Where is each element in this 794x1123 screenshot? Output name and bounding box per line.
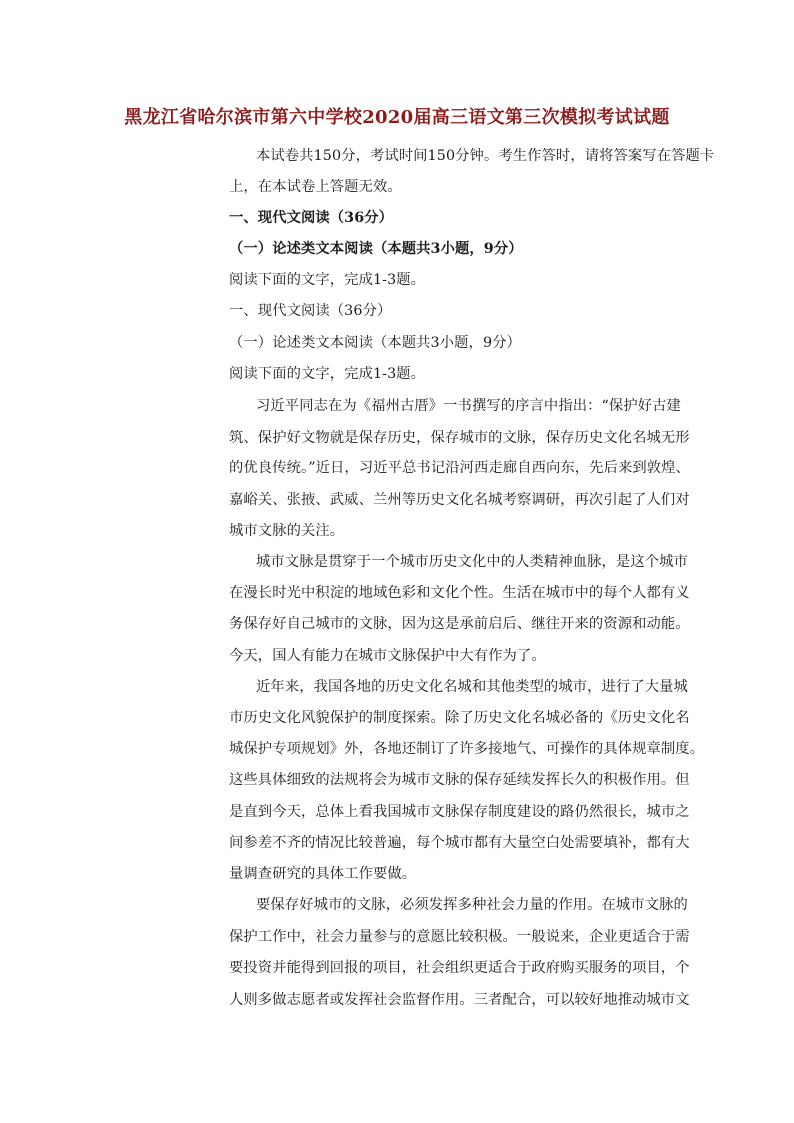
paragraph-line: 在漫长时光中积淀的地域色彩和文化个性。生活在城市中的每个人都有义: [229, 585, 690, 601]
paragraph-line: 本试卷共150分，考试时间150分钟。考生作答时，请将答案写在答题卡: [256, 148, 715, 164]
subsection-heading-plain: （一）论述类文本阅读（本题共3小题，9分）: [229, 335, 521, 351]
paragraph-line: 近年来，我国各地的历史文化名城和其他类型的城市，进行了大量城: [256, 679, 688, 695]
paragraph-line: 今天，国人有能力在城市文脉保护中大有作为了。: [229, 648, 546, 664]
section-heading-plain: 一、现代文阅读（36分）: [229, 303, 392, 319]
paragraph-line: 人则多做志愿者或发挥社会监督作用。三者配合，可以较好地推动城市文: [229, 992, 690, 1008]
paragraph-line: 城市文脉的关注。: [229, 523, 345, 539]
paragraph-line: 要保存好城市的文脉，必须发挥多种社会力量的作用。在城市文脉的: [256, 897, 688, 913]
paragraph-line: 城保护专项规划》外，各地还制订了许多接地气、可操作的具体规章制度。: [229, 741, 705, 757]
paragraph-line: 城市文脉是贯穿于一个城市历史文化中的人类精神血脉，是这个城市: [256, 554, 688, 570]
paragraph-line: 筑、保护好文物就是保存历史，保存城市的文脉，保存历史文化名城无形: [229, 430, 690, 446]
section-heading: 一、现代文阅读（36分）: [229, 210, 394, 226]
paragraph-line: 要投资并能得到回报的项目，社会组织更适合于政府购买服务的项目，个: [229, 960, 690, 976]
paragraph-line: 间参差不齐的情况比较普遍，每个城市都有大量空白处需要填补，都有大: [229, 835, 690, 851]
paragraph-line: 这些具体细致的法规将会为城市文脉的保存延续发挥长久的积极作用。但: [229, 772, 690, 788]
instruction-line: 阅读下面的文字，完成1-3题。: [229, 272, 426, 288]
paragraph-line: 是直到今天，总体上看我国城市文脉保存制度建设的路仍然很长，城市之: [229, 804, 690, 820]
instruction-line: 阅读下面的文字，完成1-3题。: [229, 366, 426, 382]
paragraph-line: 嘉峪关、张掖、武威、兰州等历史文化名城考察调研，再次引起了人们对: [229, 492, 690, 508]
paragraph-line: 习近平同志在为《福州古厝》一书撰写的序言中指出：“保护好古建: [256, 398, 681, 414]
document-title: 黑龙江省哈尔滨市第六中学校2020届高三语文第三次模拟考试试题: [124, 107, 670, 128]
paragraph-line: 务保存好自己城市的文脉，因为这是承前启后、继往开来的资源和动能。: [229, 616, 690, 632]
paragraph-line: 量调查研究的具体工作要做。: [229, 866, 417, 882]
subsection-heading: （一）论述类文本阅读（本题共3小题，9分）: [229, 241, 523, 257]
paragraph-line: 市历史文化风貌保护的制度探索。除了历史文化名城必备的《历史文化名: [229, 710, 690, 726]
paragraph-line: 保护工作中，社会力量参与的意愿比较积极。一般说来，企业更适合于需: [229, 929, 690, 945]
paragraph-line: 的优良传统。”近日，习近平总书记沿河西走廊自西向东，先后来到敦煌、: [229, 460, 690, 476]
paragraph-line: 上，在本试卷上答题无效。: [229, 179, 402, 195]
